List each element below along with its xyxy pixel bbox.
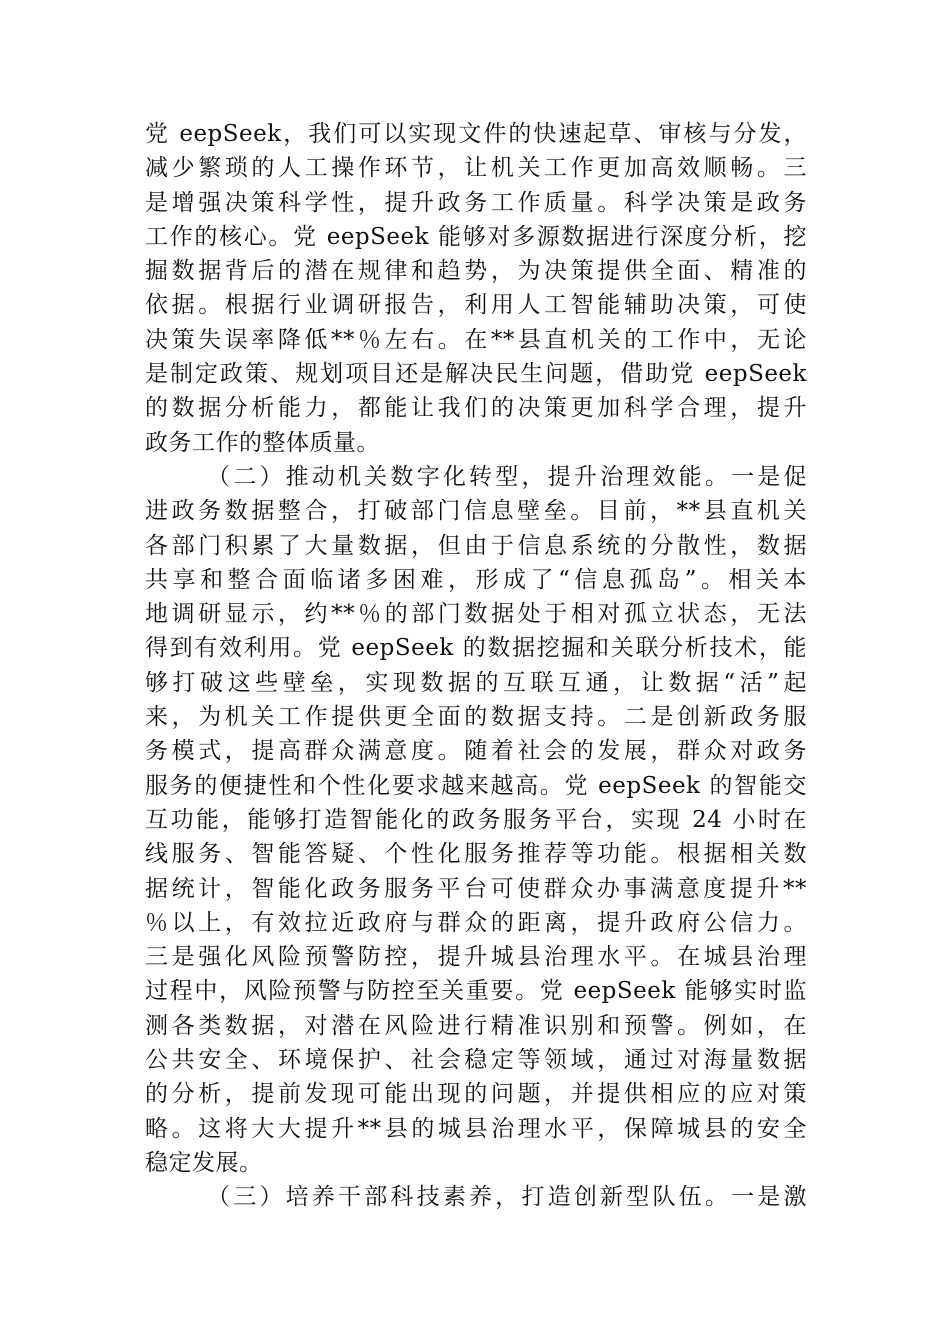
text-line: 线服务、智能答疑、个性化服务推荐等功能。根据相关数 <box>145 841 807 868</box>
text-line: 共享和整合面临诸多困难，形成了“信息孤岛”。相关本 <box>145 566 807 593</box>
text-line: 依据。根据行业调研报告，利用人工智能辅助决策，可使 <box>145 292 807 319</box>
section-heading-line: （三）培养干部科技素养，打造创新型队伍。一是激 <box>207 1184 807 1211</box>
text-line: 的分析，提前发现可能出现的问题，并提供相应的应对策 <box>145 1081 807 1108</box>
text-line: 政务工作的整体质量。 <box>145 429 380 456</box>
text-line: 据统计，智能化政务服务平台可使群众办事满意度提升** <box>145 875 807 902</box>
body-text <box>145 117 807 1215</box>
text-line: 掘数据背后的潜在规律和趋势，为决策提供全面、精准的 <box>145 258 807 285</box>
text-line: 稳定发展。 <box>145 1149 263 1176</box>
text-line: 略。这将大大提升**县的城县治理水平，保障城县的安全 <box>145 1115 807 1142</box>
text-line: 进政务数据整合，打破部门信息壁垒。目前，**县直机关 <box>145 498 807 525</box>
section-heading-line: （二）推动机关数字化转型，提升治理效能。一是促 <box>207 463 807 490</box>
text-line: 各部门积累了大量数据，但由于信息系统的分散性，数据 <box>145 532 807 559</box>
text-line: ％以上，有效拉近政府与群众的距离，提升政府公信力。 <box>145 909 807 936</box>
text-line: 工作的核心。党 eepSeek 能够对多源数据进行深度分析，挖 <box>145 223 807 250</box>
text-line: 决策失误率降低**％左右。在**县直机关的工作中，无论 <box>145 326 807 353</box>
text-line: 的数据分析能力，都能让我们的决策更加科学合理，提升 <box>145 395 807 422</box>
text-line: 过程中，风险预警与防控至关重要。党 eepSeek 能够实时监 <box>145 978 807 1005</box>
text-line: 服务的便捷性和个性化要求越来越高。党 eepSeek 的智能交 <box>145 772 807 799</box>
text-line: 互功能，能够打造智能化的政务服务平台，实现 24 小时在 <box>145 806 807 833</box>
text-line: 务模式，提高群众满意度。随着社会的发展，群众对政务 <box>145 738 807 765</box>
text-line: 公共安全、环境保护、社会稳定等领域，通过对海量数据 <box>145 1047 807 1074</box>
text-line: 党 eepSeek，我们可以实现文件的快速起草、审核与分发， <box>145 121 807 147</box>
text-line: 地调研显示，约**％的部门数据处于相对孤立状态，无法 <box>145 601 807 628</box>
text-line: 是增强决策科学性，提升政务工作质量。科学决策是政务 <box>145 189 807 216</box>
text-line: 三是强化风险预警防控，提升城县治理水平。在城县治理 <box>145 944 807 971</box>
text-line: 测各类数据，对潜在风险进行精准识别和预警。例如，在 <box>145 1012 807 1039</box>
text-line: 减少繁琐的人工操作环节，让机关工作更加高效顺畅。三 <box>145 155 807 182</box>
text-line: 来，为机关工作提供更全面的数据支持。二是创新政务服 <box>145 704 807 731</box>
text-line: 够打破这些壁垒，实现数据的互联互通，让数据“活”起 <box>145 669 807 696</box>
text-line: 是制定政策、规划项目还是解决民生问题，借助党 eepSeek <box>145 361 807 388</box>
text-line: 得到有效利用。党 eepSeek 的数据挖掘和关联分析技术，能 <box>145 635 807 662</box>
